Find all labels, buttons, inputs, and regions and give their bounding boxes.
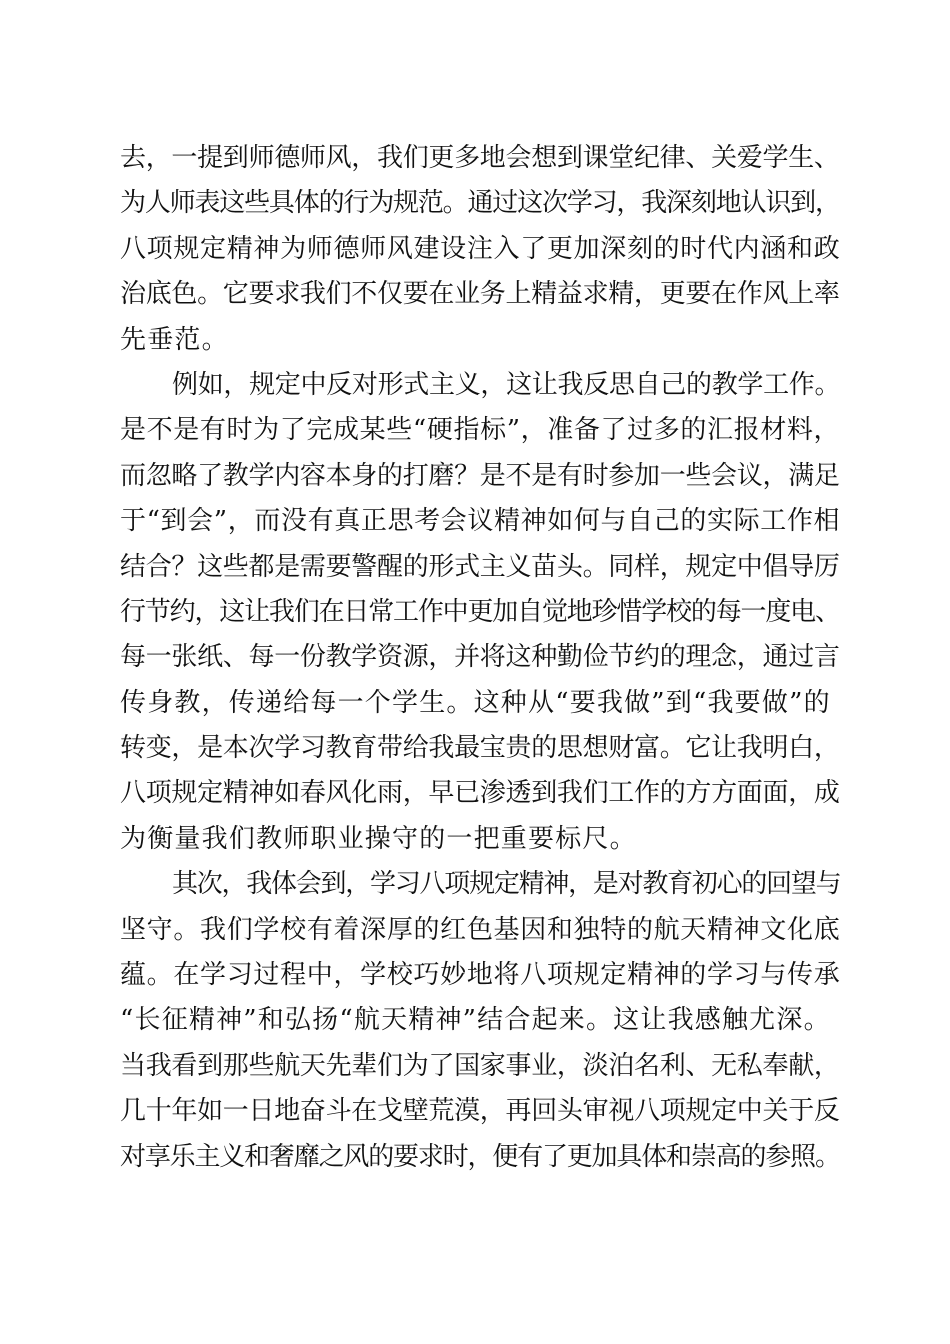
text-line: 是不是有时为了完成某些“硬指标”，准备了过多的汇报材料， xyxy=(120,415,841,446)
text-line: 治底色。它要求我们不仅要在业务上精益求精，更要在作风上率 xyxy=(120,279,840,310)
text-line: 先垂范。 xyxy=(120,324,229,355)
text-line: 于“到会”，而没有真正思考会议精神如何与自己的实际工作相 xyxy=(120,506,841,537)
body-text xyxy=(120,136,840,1180)
text-line: 八项规定精神为师德师风建设注入了更加深刻的时代内涵和政 xyxy=(120,233,841,264)
paragraph-start-line: 其次，我体会到，学习八项规定精神，是对教育初心的回望与 xyxy=(172,869,841,900)
text-line: 对享乐主义和奢靡之风的要求时，便有了更加具体和崇高的参照。 xyxy=(120,1141,840,1172)
text-line: 传身教，传递给每一个学生。这种从“要我做”到“我要做”的 xyxy=(120,687,831,718)
text-line: 为人师表这些具体的行为规范。通过这次学习，我深刻地认识到， xyxy=(120,188,840,219)
text-line: 蕴。在学习过程中，学校巧妙地将八项规定精神的学习与传承 xyxy=(120,960,841,991)
text-line: 几十年如一日地奋斗在戈壁荒漠，再回头审视八项规定中关于反 xyxy=(120,1096,840,1127)
text-line: 行节约，这让我们在日常工作中更加自觉地珍惜学校的每一度电、 xyxy=(120,596,840,627)
text-line: 每一张纸、每一份教学资源，并将这种勤俭节约的理念，通过言 xyxy=(120,642,840,673)
text-line: 当我看到那些航天先辈们为了国家事业，淡泊名利、无私奉献， xyxy=(120,1050,840,1081)
text-line: 去，一提到师德师风，我们更多地会想到课堂纪律、关爱学生、 xyxy=(120,143,840,173)
text-line: 八项规定精神如春风化雨，早已渗透到我们工作的方方面面，成 xyxy=(120,778,840,809)
text-line: 坚守。我们学校有着深厚的红色基因和独特的航天精神文化底 xyxy=(120,914,841,945)
text-line: 为衡量我们教师职业操守的一把重要标尺。 xyxy=(120,823,637,854)
text-line: “长征精神”和弘扬“航天精神”结合起来。这让我感触尤深。 xyxy=(120,1005,831,1036)
text-line: 结合？这些都是需要警醒的形式主义苗头。同样，规定中倡导厉 xyxy=(120,551,840,582)
paragraph-start-line: 例如，规定中反对形式主义，这让我反思自己的教学工作。 xyxy=(172,369,841,400)
text-line: 转变，是本次学习教育带给我最宝贵的思想财富。它让我明白， xyxy=(120,733,840,764)
text-line: 而忽略了教学内容本身的打磨？是不是有时参加一些会议，满足 xyxy=(120,460,840,491)
